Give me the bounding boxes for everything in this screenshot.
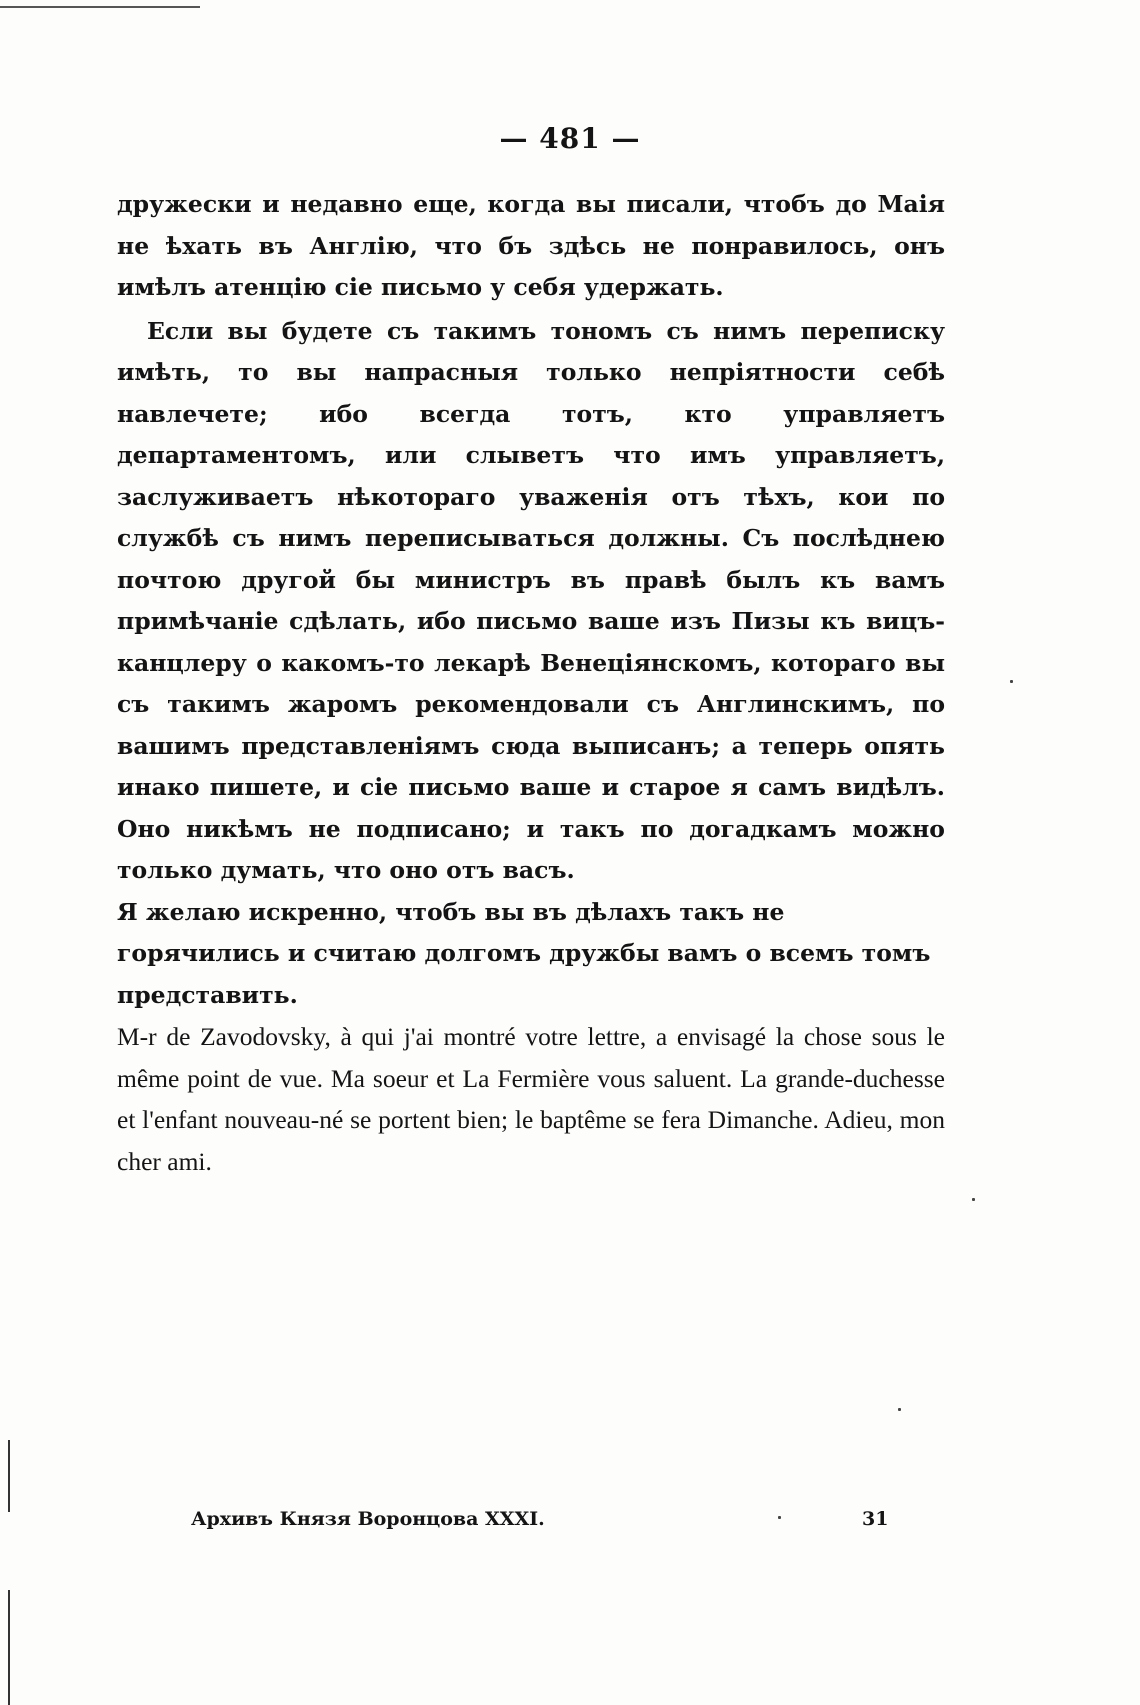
scan-speck [972,1198,975,1201]
scan-edge-line [8,1590,10,1705]
scan-speck [898,1408,901,1411]
paragraph: дружески и недавно еще, когда вы писали, чтобъ до Маія не ѣхать въ Англію, что бъ здѣсь не понравилось, онъ имѣлъ атенцію сіе письмо у себя удержать. [117,190,945,301]
letter-body [117,184,945,1182]
scan-speck [1010,680,1013,683]
footer-sheet-number: 31 [862,1508,889,1530]
scan-speck [778,1516,781,1519]
paragraph: Я желаю искренно, чтобъ вы въ дѣлахъ такъ не горячились и считаю долгомъ дружбы вамъ о всемъ томъ представить. [117,897,931,1009]
scan-edge-line [0,6,200,8]
paragraph: Если вы будете съ такимъ тономъ съ нимъ переписку имѣть, то вы напрасныя только непріятности себѣ навлечете; ибо всегда тотъ, кто управляетъ департаментомъ, или слыветъ что имъ управляетъ, заслуживаетъ нѣкотораго уваженія отъ тѣхъ, кои по службѣ съ нимъ переписываться должны. Съ послѣднею почтою другой бы министръ въ правѣ былъ къ вамъ примѣчаніе сдѣлать, ибо письмо ваше изъ Пизы къ вицъ-канцлеру о какомъ-то лекарѣ Венеціянскомъ, котораго вы съ такимъ жаромъ рекомендовали съ Англинскимъ, по вашимъ представленіямъ сюда выписанъ; а теперь опять инако пишете, и сіе письмо ваше и старое я самъ видѣлъ. Оно никѣмъ не подписано; и такъ по догадкамъ можно только думать, что оно отъ васъ. [117,316,945,884]
page-number: — 481 — [499,122,641,155]
scan-edge-line [8,1440,10,1512]
paragraph-french: M-r de Zavodovsky, à qui j'ai montré votre lettre, a envisagé la chose sous le même point de vue. Ma soeur et La Fermière vous saluent. La grande-duchesse et l'enfant nouveau-né se portent bien; le baptême se fera Dimanche. Adieu, mon cher ami. [117,1022,945,1176]
footer-title: Архивъ Князя Воронцова XXXI. [191,1508,545,1530]
